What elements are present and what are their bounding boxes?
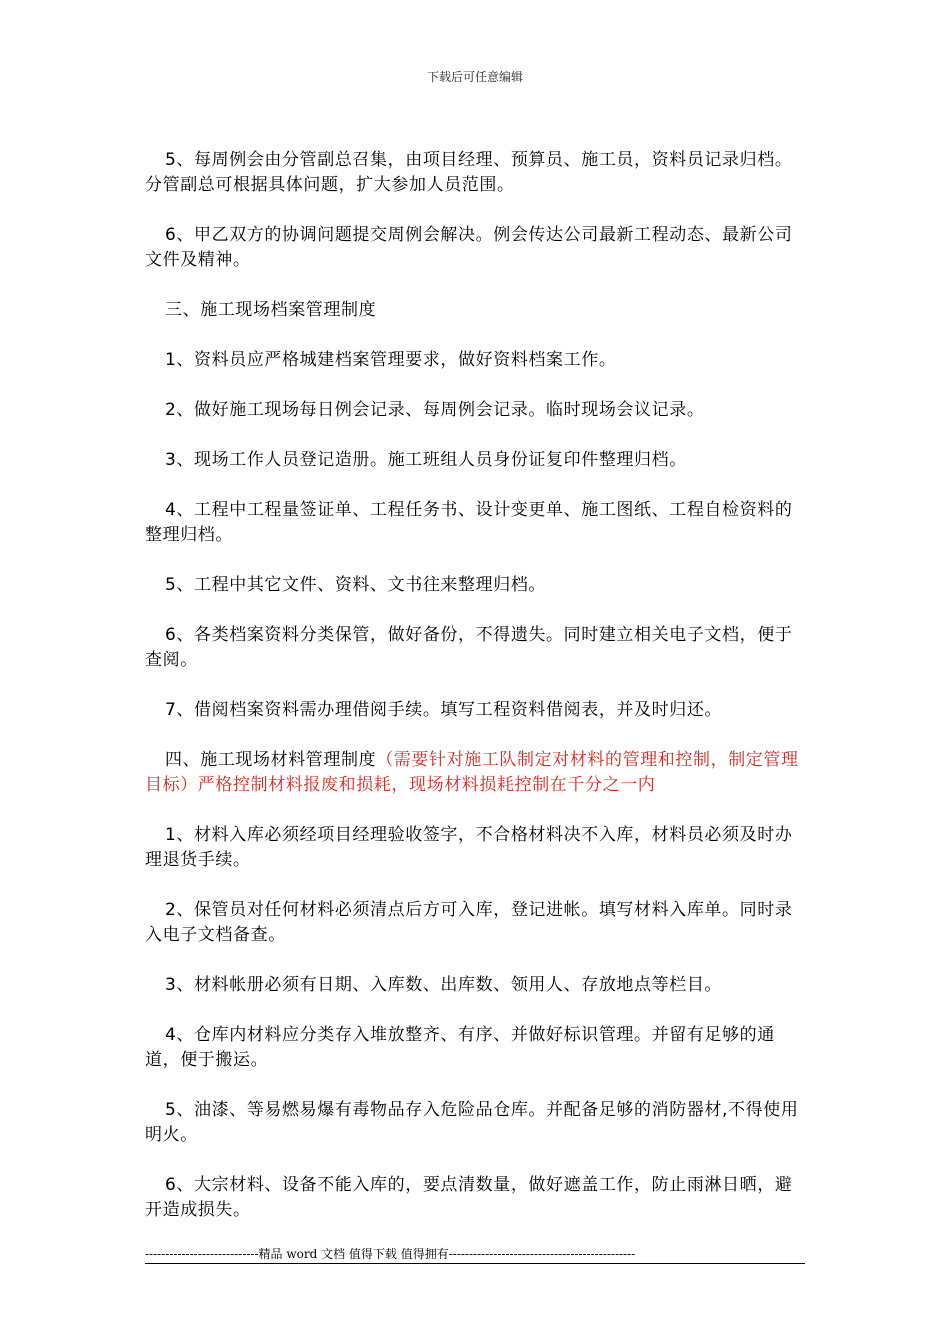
section-title: 四、施工现场材料管理制度	[165, 750, 377, 770]
paragraph-item: 4、仓库内材料应分类存入堆放整齐、有序、并做好标识管理。并留有足够的通道，便于搬运。	[145, 1025, 775, 1070]
paragraph-item: 1、材料入库必须经项目经理验收签字，不合格材料决不入库，材料员必须及时办理退货手续。	[145, 825, 793, 870]
paragraph-item: 4、工程中工程量签证单、工程任务书、设计变更单、施工图纸、工程自检资料的整理归档。	[145, 500, 793, 545]
paragraph-item: 6、甲乙双方的协调问题提交周例会解决。例会传达公司最新工程动态、最新公司文件及精神。	[145, 225, 793, 270]
paragraph-item: 2、保管员对任何材料必须清点后方可入库，登记进帐。填写材料入库单。同时录入电子文档备查。	[145, 900, 793, 945]
paragraph-item: 6、各类档案资料分类保管，做好备份，不得遗失。同时建立相关电子文档，便于查阅。	[145, 625, 793, 670]
document-body	[145, 148, 805, 1248]
section-note-highlight: （需要针对施工队制定对材料的管理和控制，制定管理目标）严格控制材料报废和损耗，现场材料损耗控制在千分之一内	[145, 750, 799, 795]
paragraph-item: 1、资料员应严格城建档案管理要求，做好资料档案工作。	[165, 350, 617, 370]
footer-divider	[145, 1263, 805, 1264]
paragraph-item: 5、每周例会由分管副总召集，由项目经理、预算员、施工员，资料员记录归档。分管副总可根据具体问题，扩大参加人员范围。	[145, 150, 793, 195]
paragraph-item: 7、借阅档案资料需办理借阅手续。填写工程资料借阅表，并及时归还。	[165, 700, 723, 720]
paragraph-item: 2、做好施工现场每日例会记录、每周例会记录。临时现场会议记录。	[165, 400, 705, 420]
paragraph-item: 3、现场工作人员登记造册。施工班组人员身份证复印件整理归档。	[165, 450, 687, 470]
page-header: 下载后可任意编辑	[426, 70, 523, 84]
paragraph-item: 6、大宗材料、设备不能入库的，要点清数量，做好遮盖工作，防止雨淋日晒，避开造成损失。	[145, 1175, 793, 1220]
paragraph-item: 3、材料帐册必须有日期、入库数、出库数、领用人、存放地点等栏目。	[165, 975, 723, 995]
section-heading: 三、施工现场档案管理制度	[165, 300, 377, 320]
paragraph-item: 5、油漆、等易燃易爆有毒物品存入危险品仓库。并配备足够的消防器材,不得使用明火。	[145, 1100, 799, 1145]
paragraph-item: 5、工程中其它文件、资料、文书往来整理归档。	[165, 575, 547, 595]
section-heading-materials	[145, 748, 805, 798]
page-footer: ----------------------------精品 word 文档 值得下载 值得拥有----------------------------------------------	[145, 1247, 636, 1261]
